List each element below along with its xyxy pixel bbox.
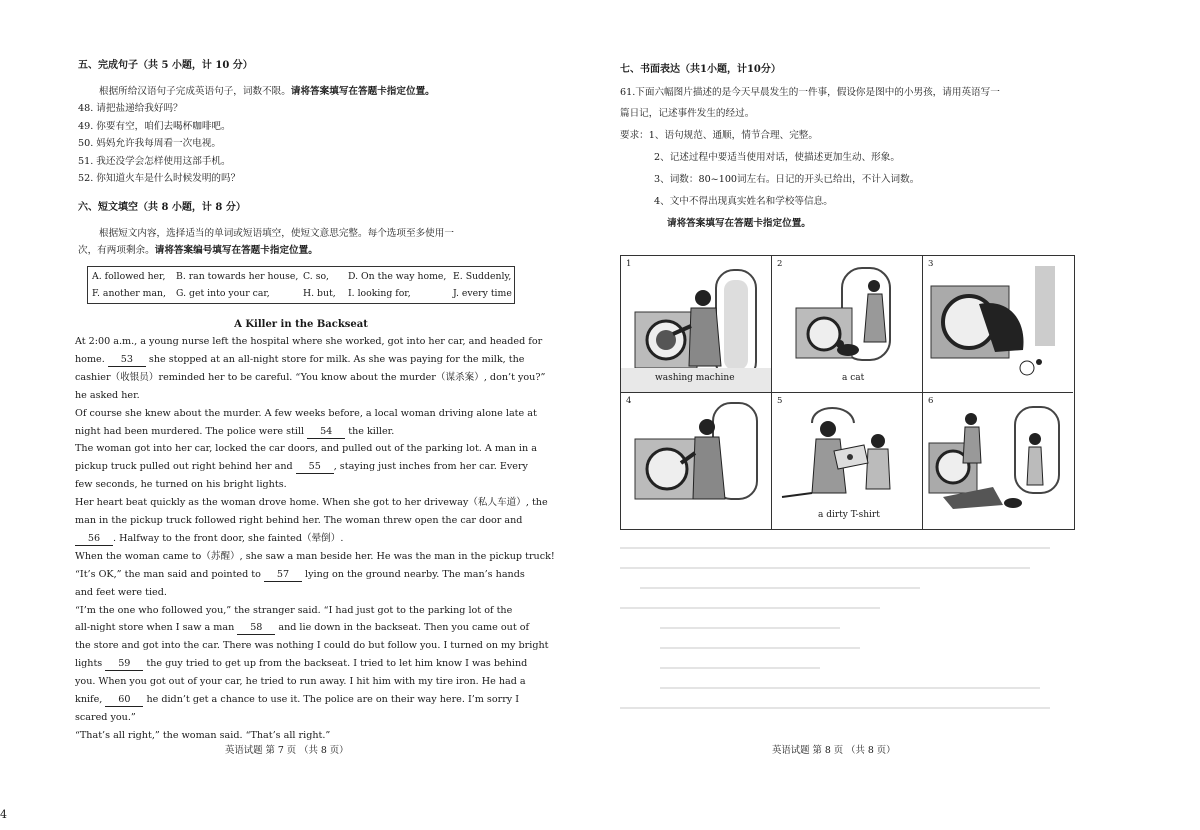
story-line: lights 59 the guy tried to get up from the backseat. I tried to let him know I was behind (75, 658, 528, 670)
story-line: pickup truck pulled out right behind her and 55 , staying just inches from her car. Every (75, 461, 528, 473)
answer-blank: 57 (264, 569, 302, 582)
panel-number: 1 (626, 259, 632, 269)
section5-item: 48. 请把盐递给我好吗？ (78, 103, 183, 114)
section5-instruction: 根据所给汉语句子完成英语句子，词数不限。请将答案填写在答题卡指定位置。 (99, 86, 435, 97)
answer-blank: 58 (237, 622, 275, 635)
picture-panel (772, 256, 923, 393)
story-line: Her heart beat quickly as the woman drove home. When she got to her driveway（私人车道）, the (75, 497, 548, 509)
section7-instruction: 请将答案填写在答题卡指定位置。 (667, 218, 811, 229)
story-line: you. When you got out of your car, he tried to run away. I hit him with my tire iron. He had a (75, 676, 526, 688)
story-line: night had been murdered. The police were still 54 the killer. (75, 425, 395, 437)
picture-panel (772, 393, 923, 529)
answer-blank: 53 (108, 354, 146, 367)
section5-item: 52. 你知道火车是什么时候发明的吗？ (78, 173, 241, 184)
story-line: few seconds, he turned on his bright lights. (75, 479, 287, 491)
story-line: cashier（收银员）reminded her to be careful. “You know about the murder（谋杀案）, don’t you?” (75, 371, 546, 383)
section5-item: 51. 我还没学会怎样使用这部手机。 (78, 156, 231, 167)
story-line: “I’m the one who followed you,” the stranger said. “I had just got to the parking lot of the (75, 604, 513, 616)
story-line: he asked her. (75, 389, 140, 401)
page-footer: 英语试题 第 8 页 （共 8 页） (772, 745, 896, 756)
option: E. Suddenly, (453, 271, 512, 282)
story-line: The woman got into her car, locked the car doors, and pulled out of the parking lot. A man in a (75, 443, 537, 455)
panel-number: 4 (626, 396, 632, 406)
option: C. so, (303, 271, 330, 282)
panel-caption: washing machine (655, 373, 735, 383)
margin-mark: 4 (0, 808, 7, 821)
picture-panel (923, 256, 1073, 393)
panel-number: 2 (777, 259, 783, 269)
section7-prompt-2: 篇日记，记述事件发生的经过。 (620, 108, 755, 119)
woman-loading-illustration (621, 393, 771, 529)
answer-blank: 56 (75, 533, 113, 546)
story-line: scared you.” (75, 711, 136, 723)
option: G. get into your car, (176, 288, 270, 299)
section7-heading: 七、书面表达（共1小题，计10分） (620, 64, 781, 75)
option: F. another man, (92, 288, 166, 299)
story-line: the store and got into the car. There was nothing I could do but follow you. I turned on my bright (75, 640, 549, 652)
section7-prompt: 61.下面六幅图片描述的是今天早晨发生的一件事，假设你是图中的小男孩，请用英语写一 (620, 87, 1000, 98)
left-page (75, 0, 555, 830)
requirement: 3、词数：80~100词左右。日记的开头已给出，不计入词数。 (654, 174, 920, 185)
story-line: At 2:00 a.m., a young nurse left the hospital where she worked, got into her car, and headed for (75, 336, 543, 347)
option: I. looking for, (348, 288, 411, 299)
story-line: man in the pickup truck followed right behind her. The woman threw open the car door and (75, 515, 523, 526)
picture-grid (620, 255, 1075, 530)
section5-item: 50. 妈妈允许我每周看一次电视。 (78, 138, 222, 149)
page-footer: 英语试题 第 7 页 （共 8 页） (225, 745, 349, 756)
dirty-tshirt-illustration (772, 393, 922, 529)
picture-panel (621, 393, 772, 529)
options-box (87, 266, 515, 304)
story-line: home. 53 she stopped at an all-night store for milk. As she was paying for the milk, the (75, 353, 525, 365)
requirement: 4、文中不得出现真实姓名和学校等信息。 (654, 196, 833, 207)
answer-blank: 60 (105, 694, 143, 707)
section6-heading: 六、短文填空（共 8 小题，计 8 分） (78, 202, 246, 213)
story-line: all-night store when I saw a man 58 and lie down in the backseat. Then you came out of (75, 622, 530, 634)
story-line: 56 . Halfway to the front door, she fainted（晕倒）. (75, 533, 343, 546)
picture-panel (621, 256, 772, 393)
story-title: A Killer in the Backseat (234, 319, 368, 330)
panel-number: 5 (777, 396, 783, 406)
option: B. ran towards her house, (176, 271, 299, 282)
story-line: When the woman came to（苏醒）, she saw a man beside her. He was the man in the pickup truck! (75, 550, 555, 562)
story-line: and feet were tied. (75, 586, 167, 598)
story-line: “That’s all right,” the woman said. “That’s all right.” (75, 729, 331, 741)
cat-illustration (772, 256, 922, 392)
section5-item: 49. 你要有空，咱们去喝杯咖啡吧。 (78, 121, 231, 132)
option: H. but, (303, 288, 336, 299)
story-line: “It’s OK,” the man said and pointed to 57 lying on the ground nearby. The man’s hands (75, 568, 525, 580)
option: A. followed her, (92, 271, 166, 282)
section6-instruction: 根据短文内容，选择适当的单词或短语填空，使短文意思完整。每个选项至多使用一 (99, 228, 454, 239)
answer-blank: 54 (307, 426, 345, 439)
mess-illustration (923, 393, 1073, 529)
story-line: Of course she knew about the murder. A few weeks before, a local woman driving alone late at (75, 407, 537, 419)
answer-blank: 59 (105, 658, 143, 671)
option: J. every time (453, 288, 512, 299)
panel-caption: a cat (842, 373, 865, 383)
cat-in-machine-illustration (923, 256, 1073, 392)
requirement: 要求：1、语句规范、通顺，情节合理、完整。 (620, 130, 818, 141)
bleed-through-texture (620, 540, 1060, 730)
woman-washing-illustration (621, 256, 771, 392)
answer-blank: 55 (296, 461, 334, 474)
requirement: 2、记述过程中要适当使用对话，使描述更加生动、形象。 (654, 152, 900, 163)
panel-caption: a dirty T-shirt (818, 510, 880, 520)
option: D. On the way home, (348, 271, 447, 282)
story-line: knife, 60 he didn’t get a chance to use it. The police are on their way here. I’m sorry I (75, 694, 520, 705)
section6-instruction-2: 次，有两项剩余。请将答案编号填写在答题卡指定位置。 (78, 245, 318, 256)
panel-number: 3 (928, 259, 934, 269)
panel-number: 6 (928, 396, 934, 406)
section5-heading: 五、完成句子（共 5 小题，计 10 分） (78, 60, 253, 71)
picture-panel (923, 393, 1073, 529)
